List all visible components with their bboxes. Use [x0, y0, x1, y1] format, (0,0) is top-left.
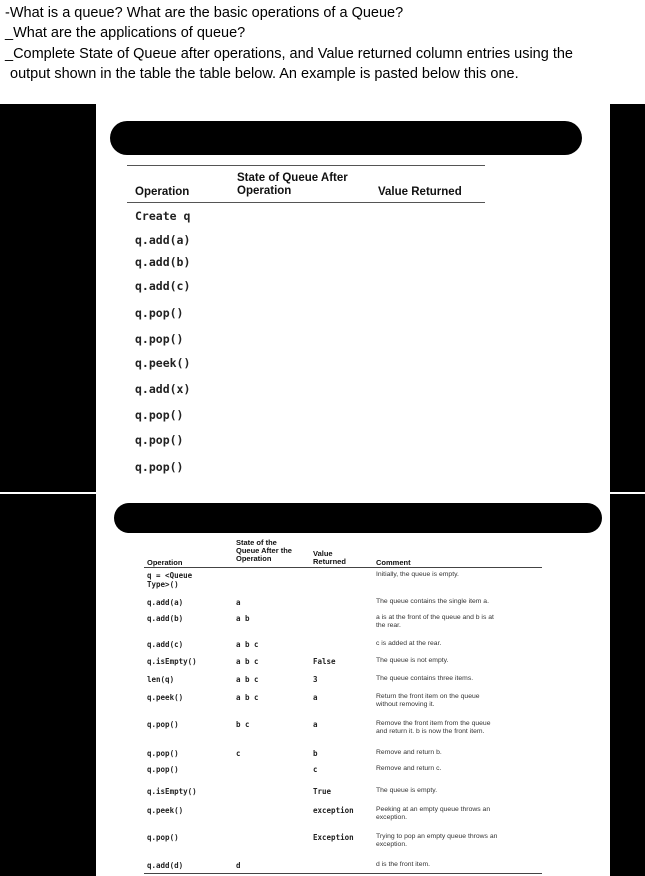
t2-row-value: a — [313, 693, 318, 702]
t2-row-state: a b c — [236, 657, 259, 666]
t2-row-comment: Peeking at an empty queue throws an exception. — [376, 806, 491, 821]
t2-row-operation: q.add(a) — [147, 598, 184, 607]
t2-row-operation: q.pop() — [147, 749, 179, 758]
t2-row-state: b c — [236, 720, 250, 729]
t2-row-comment: a is at the front of the queue and b is at the rear. — [376, 614, 494, 629]
t2-row-comment: Trying to pop an empty queue throws an exception. — [376, 833, 498, 848]
t2-row-comment: The queue contains the single item a. — [376, 598, 489, 605]
t2-row-operation: q.peek() — [147, 693, 184, 702]
question-3: _Complete State of Queue after operations, and Value returned column entries using the — [5, 46, 573, 62]
t2-row-operation: len(q) — [147, 675, 175, 684]
t2-row-value: c — [313, 765, 318, 774]
t2-row-state: a b c — [236, 640, 259, 649]
redaction-bar-2 — [114, 503, 602, 533]
t2-row-comment: Remove and return c. — [376, 765, 442, 772]
t1-row-operation: q.pop() — [135, 332, 184, 346]
t1-row-operation: q.pop() — [135, 306, 184, 320]
t1-row-operation: q.add(a) — [135, 233, 191, 247]
redaction-bar — [110, 121, 582, 155]
t2-header-operation: Operation — [147, 558, 183, 567]
t2-row-value: exception — [313, 806, 354, 815]
t2-header-state: State of the Queue After the Operation — [236, 538, 292, 563]
t2-row-comment: Remove and return b. — [376, 749, 442, 756]
t2-row-operation: q = <Queue Type>() — [147, 571, 193, 589]
t2-row-value: False — [313, 657, 336, 666]
t1-row-operation: q.peek() — [135, 356, 191, 370]
t1-row-operation: q.pop() — [135, 460, 184, 474]
t2-row-operation: q.pop() — [147, 833, 179, 842]
t1-row-operation: q.add(b) — [135, 255, 191, 269]
t2-row-operation: q.peek() — [147, 806, 184, 815]
t2-row-operation: q.isEmpty() — [147, 657, 197, 666]
t1-row-operation: q.pop() — [135, 433, 184, 447]
t1-row-operation: q.add(x) — [135, 382, 191, 396]
t2-row-state: a — [236, 598, 241, 607]
t2-row-value: a — [313, 720, 318, 729]
t2-row-comment: The queue is not empty. — [376, 657, 449, 664]
t2-row-state: a b — [236, 614, 250, 623]
t2-row-comment: Return the front item on the queue without removing it. — [376, 693, 480, 708]
t2-row-operation: q.isEmpty() — [147, 787, 197, 796]
t2-row-state: d — [236, 861, 241, 870]
t2-row-value: True — [313, 787, 332, 796]
t1-row-operation: Create q — [135, 209, 191, 223]
t2-row-operation: q.add(b) — [147, 614, 184, 623]
t1-row-operation: q.pop() — [135, 408, 184, 422]
t2-row-operation: q.pop() — [147, 720, 179, 729]
t2-header-comment: Comment — [376, 558, 411, 567]
question-1: -What is a queue? What are the basic operations of a Queue? — [5, 5, 404, 21]
t2-row-state: c — [236, 749, 241, 758]
t2-row-value: b — [313, 749, 318, 758]
t2-row-comment: d is the front item. — [376, 861, 431, 868]
t1-header-value: Value Returned — [378, 186, 462, 198]
t2-row-state: a b c — [236, 675, 259, 684]
t2-row-comment: c is added at the rear. — [376, 640, 442, 647]
t2-header-value: Value Returned — [313, 549, 346, 566]
t2-row-value: Exception — [313, 833, 354, 842]
t2-row-state: a b c — [236, 693, 259, 702]
t2-row-operation: q.pop() — [147, 765, 179, 774]
t1-header-state: State of Queue After Operation — [237, 172, 348, 197]
t2-row-operation: q.add(d) — [147, 861, 184, 870]
t2-row-value: 3 — [313, 675, 318, 684]
t2-row-comment: The queue is empty. — [376, 787, 438, 794]
question-4: output shown in the table the table below. An example is pasted below this one. — [10, 66, 519, 82]
t2-row-comment: Initially, the queue is empty. — [376, 571, 459, 578]
t1-header-operation: Operation — [135, 186, 190, 198]
t2-row-comment: Remove the front item from the queue and return it. b is now the front item. — [376, 720, 491, 735]
question-2: _What are the applications of queue? — [5, 25, 246, 41]
t2-row-operation: q.add(c) — [147, 640, 184, 649]
t1-row-operation: q.add(c) — [135, 279, 191, 293]
t2-row-comment: The queue contains three items. — [376, 675, 474, 682]
